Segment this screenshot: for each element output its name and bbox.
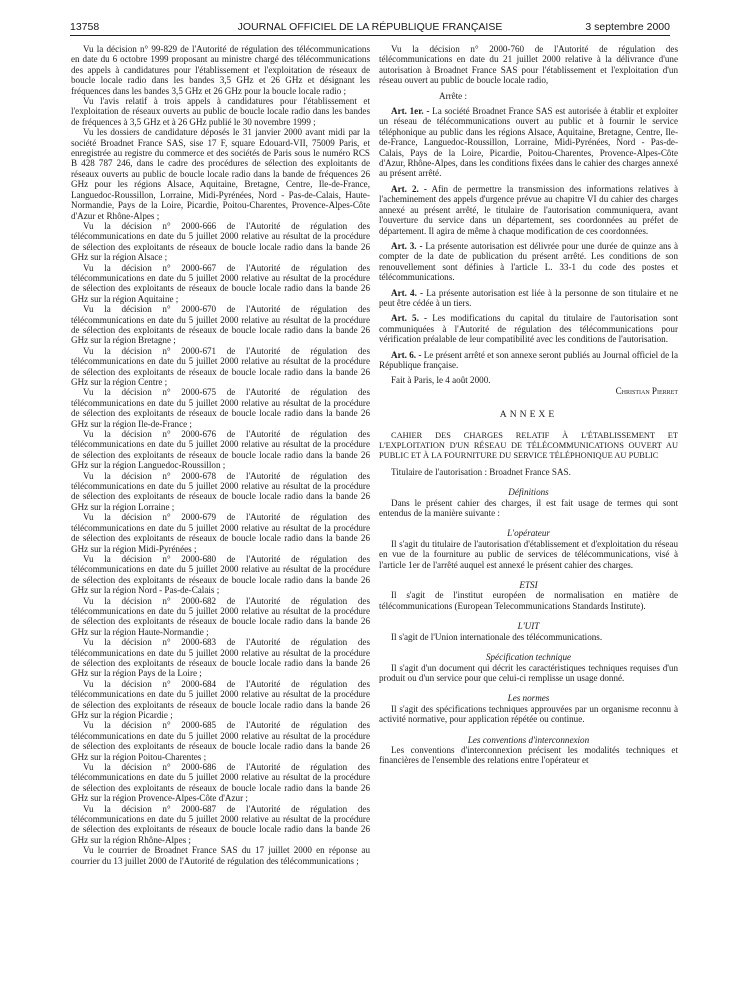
article-text: Afin de permettre la transmission des informations relatives à l'acheminement des appels d'urgence prévue au chapitre VI du cahier des charges annexé au présent arrêté, le titulaire de l'autorisation communiquera, avant l'ouverture du service dans un département, ses coordonnées au préfet de département. Il agira de même à chaque modification de ces coordonnées.: [379, 183, 678, 236]
visa-paragraph: Vu les dossiers de candidature déposés le 31 janvier 2000 avant midi par la société Broadnet France SAS, sise 17 F, square Edouard-VII, 75009 Paris, et enregistrée au registre du commerce et des sociétés de Paris sous le numéro RCS B 428 787 246, dans le cadre des procédures de sélection des exploitants de réseaux ouverts au public de boucle locale radio dans la bande de fréquences 26 GHz pour les régions Alsace, Aquitaine, Bretagne, Centre, Ile-de-France, Languedoc-Roussillon, Lorraine, Midi-Pyrénées, Nord - Pas-de-Calais, Haute-Normandie, Pays de la Loire, Picardie, Poitou-Charentes, Provence-Alpes-Côte d'Azur et Rhône-Alpes ;: [71, 127, 370, 221]
visa-paragraph: Vu la décision n° 2000-684 de l'Autorité de régulation des télécommunications en date du 5 juillet 2000 relative au résultat de la procédure de sélection des exploitants de réseaux de boucle locale radio dans la bande 26 GHz sur la région Picardie ;: [71, 678, 370, 720]
article-3: [379, 241, 678, 283]
arrete-heading: Arrête :: [439, 90, 468, 101]
article-text: Le présent arrêté et son annexe seront publiés au Journal officiel de la République française.: [379, 349, 678, 370]
section-text: Il s'agit des spécifications techniques approuvées par un organisme reconnu à activité normative, pour application répétée ou continue.: [379, 703, 678, 725]
journal-title: JOURNAL OFFICIEL DE LA RÉPUBLIQUE FRANÇAISE: [237, 21, 503, 33]
section-heading: Spécification technique: [485, 652, 572, 663]
visa-paragraph: Vu la décision n° 2000-670 de l'Autorité de régulation des télécommunications en date du 5 juillet 2000 relative au résultat de la procédure de sélection des exploitants de réseaux de boucle locale radio dans la bande 26 GHz sur la région Bretagne ;: [71, 304, 370, 346]
section-heading: L'UIT: [517, 621, 540, 632]
signing-place-date: Fait à Paris, le 4 août 2000.: [391, 375, 491, 386]
article-number: Art. 2. -: [391, 183, 427, 194]
visa-paragraph: Vu le courrier de Broadnet France SAS du 17 juillet 2000 en réponse au courrier du 13 juillet 2000 de l'Autorité de régulation des télécommunications ;: [71, 845, 370, 866]
article-text: La société Broadnet France SAS est autorisée à établir et exploiter un réseau de télécommunications ouvert au public et à fournir le service téléphonique au public dans les régions Alsace, Aquitaine, Bretagne, Centre, Ile-de-France, Languedoc-Roussillon, Lorraine, Midi-Pyrénées, Nord - Pas-de-Calais, Pays de la Loire, Picardie, Poitou-Charentes, Provence-Alpes-Côte d'Azur, Rhône-Alpes, dans les conditions fixées dans le cahier des charges annexé au présent arrêté.: [379, 106, 678, 179]
section-text: Il s'agit du titulaire de l'autorisation d'établissement et d'exploitation du réseau en vue de la fourniture au public de services de télécommunications, visé à l'article 1er de l'arrêté auquel est annexé le présent cahier des charges.: [379, 538, 678, 570]
visa-paragraph: Vu la décision n° 2000-676 de l'Autorité de régulation des télécommunications en date du 5 juillet 2000 relative au résultat de la procédure de sélection des exploitants de réseaux de boucle locale radio dans la bande 26 GHz sur la région Languedoc-Roussillon ;: [71, 429, 370, 471]
section-text: Il s'agit de l'Union internationale des télécommunications.: [391, 631, 603, 642]
issue-date: 3 septembre 2000: [585, 21, 670, 33]
visa-paragraph: Vu la décision n° 99-829 de l'Autorité de régulation des télécommunications en date du 6 octobre 1999 proposant au ministre chargé des télécommunications des appels à candidatures pour l'établissement et l'exploitation de réseaux de boucle locale radio dans les bandes 3,5 GHz et 26 GHz et désignant les fréquences dans les bandes 3,5 GHz et 26 GHz pour la boucle locale radio ;: [71, 44, 370, 96]
article-4: [379, 288, 678, 309]
visa-paragraph: Vu la décision n° 2000-687 de l'Autorité de régulation des télécommunications en date du 5 juillet 2000 relative au résultat de la procédure de sélection des exploitants de réseaux de boucle locale radio dans la bande 26 GHz sur la région Rhône-Alpes ;: [71, 803, 370, 845]
visa-paragraph: Vu la décision n° 2000-679 de l'Autorité de régulation des télécommunications en date du 5 juillet 2000 relative au résultat de la procédure de sélection des exploitants de réseaux de boucle locale radio dans la bande 26 GHz sur la région Midi-Pyrénées ;: [71, 512, 370, 554]
page-header: [70, 19, 670, 36]
visa-paragraph: Vu la décision n° 2000-666 de l'Autorité de régulation des télécommunications en date du 5 juillet 2000 relative au résultat de la procédure de sélection des exploitants de réseaux de boucle locale radio dans la bande 26 GHz sur la région Alsace ;: [71, 220, 370, 263]
visa-paragraph: Vu la décision n° 2000-667 de l'Autorité de régulation des télécommunications en date du 5 juillet 2000 relative au résultat de la procédure de sélection des exploitants de réseaux de boucle locale radio dans la bande 26 GHz sur la région Aquitaine ;: [71, 262, 370, 304]
article-6: [379, 350, 678, 371]
article-1: [379, 106, 678, 179]
visa-paragraph: Vu la décision n° 2000-685 de l'Autorité de régulation des télécommunications en date du 5 juillet 2000 relative au résultat de la procédure de sélection des exploitants de réseaux de boucle locale radio dans la bande 26 GHz sur la région Poitou-Charentes ;: [71, 720, 370, 762]
signature: Christian Pierret: [615, 385, 678, 396]
section-text: Les conventions d'interconnexion précisent les modalités techniques et financières de l'ensemble des relations entre l'opérateur et: [379, 744, 678, 766]
article-number: Art. 4. -: [391, 287, 424, 298]
section-text: Dans le présent cahier des charges, il est fait usage de termes qui sont entendus de la manière suivante :: [379, 497, 678, 519]
visa-paragraph: Vu la décision n° 2000-680 de l'Autorité de régulation des télécommunications en date du 5 juillet 2000 relative au résultat de la procédure de sélection des exploitants de réseaux de boucle locale radio dans la bande 26 GHz sur la région Nord - Pas-de-Calais ;: [71, 553, 370, 596]
cahier-title: CAHIER DES CHARGES RELATIF À L'ÉTABLISSEMENT ET L'EXPLOITATION D'UN RÉSEAU DE TÉLÉCOMMUNICATIONS OUVERT AU PUBLIC ET À LA FOURNITURE DU SERVICE TÉLÉPHONIQUE AU PUBLIC: [379, 430, 678, 461]
visa-paragraph: Vu la décision n° 2000-675 de l'Autorité de régulation des télécommunications en date du 5 juillet 2000 relative au résultat de la procédure de sélection des exploitants de réseaux de boucle locale radio dans la bande 26 GHz sur la région Ile-de-France ;: [71, 387, 370, 429]
article-5: [379, 313, 678, 344]
right-column: [379, 44, 678, 766]
section-heading: Les normes: [507, 693, 550, 704]
article-number: Art. 3. -: [391, 240, 423, 251]
visa-paragraph: Vu la décision n° 2000-683 de l'Autorité de régulation des télécommunications en date du 5 juillet 2000 relative au résultat de la procédure de sélection des exploitants de réseaux de boucle locale radio dans la bande 26 GHz sur la région Pays de la Loire ;: [71, 637, 370, 679]
left-column: [71, 44, 370, 866]
article-2: [379, 184, 678, 236]
article-number: Art. 1er. -: [391, 106, 430, 117]
visa-paragraph: Vu la décision n° 2000-671 de l'Autorité de régulation des télécommunications en date du 5 juillet 2000 relative au résultat de la procédure de sélection des exploitants de réseaux de boucle locale radio dans la bande 26 GHz sur la région Centre ;: [71, 345, 370, 387]
visa-paragraph: Vu la décision n° 2000-760 de l'Autorité de régulation des télécommunications en date du 21 juillet 2000 relative à la délivrance d'une autorisation à Broadnet France SAS pour l'établissement et l'exploitation d'un réseau ouvert au public de boucle locale radio,: [379, 44, 678, 86]
article-text: La présente autorisation est délivrée pour une durée de quinze ans à compter de la date de publication du présent arrêté. Les conditions de son renouvellement sont définies à l'article L. 33-1 du code des postes et télécommunications.: [379, 240, 678, 283]
section-heading: Définitions: [508, 487, 549, 498]
section-text: Il s'agit de l'institut européen de normalisation en matière de télécommunications (European Telecommunications Standards Institute).: [379, 590, 678, 611]
visa-paragraph: Vu la décision n° 2000-678 de l'Autorité de régulation des télécommunications en date du 5 juillet 2000 relative au résultat de la procédure de sélection des exploitants de réseaux de boucle locale radio dans la bande 26 GHz sur la région Lorraine ;: [71, 470, 370, 512]
section-heading: Les conventions d'interconnexion: [467, 734, 590, 745]
section-heading: L'opérateur: [507, 528, 550, 539]
visa-paragraph: Vu la décision n° 2000-686 de l'Autorité de régulation des télécommunications en date du 5 juillet 2000 relative au résultat de la procédure de sélection des exploitants de réseaux de boucle locale radio dans la bande 26 GHz sur la région Provence-Alpes-Côte d'Azur ;: [71, 762, 370, 804]
section-heading: ETSI: [519, 580, 538, 591]
section-text: Il s'agit d'un document qui décrit les caractéristiques techniques requises d'un produit ou d'un service pour que celui-ci remplisse un usage donné.: [379, 662, 678, 683]
article-number: Art. 6. -: [391, 349, 422, 360]
article-text: La présente autorisation est liée à la personne de son titulaire et ne peut être cédée à un tiers.: [379, 287, 678, 308]
visa-paragraph: Vu la décision n° 2000-682 de l'Autorité de régulation des télécommunications en date du 5 juillet 2000 relative au résultat de la procédure de sélection des exploitants de réseaux de boucle locale radio dans la bande 26 GHz sur la région Haute-Normandie ;: [71, 595, 370, 637]
titulaire-line: Titulaire de l'autorisation : Broadnet France SAS.: [391, 466, 571, 477]
annexe-heading: ANNEXE: [499, 409, 558, 421]
article-number: Art. 5. -: [391, 313, 428, 324]
visa-paragraph: Vu l'avis relatif à trois appels à candidatures pour l'établissement et l'exploitation de réseaux ouverts au public de boucle locale radio dans les bandes de fréquences à 3,5 GHz et à 26 GHz publié le 30 novembre 1999 ;: [71, 96, 370, 127]
article-text: Les modifications du capital du titulaire de l'autorisation sont communiquées à l'Autorité de régulation des télécommunications pour vérification préalable de leur compatibilité avec les conditions de l'autorisation.: [379, 313, 678, 345]
page-number: 13758: [70, 21, 100, 33]
